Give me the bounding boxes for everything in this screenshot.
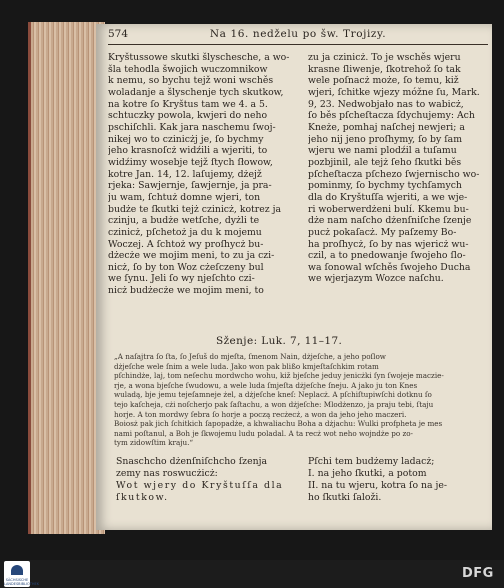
page-header: [108, 28, 488, 44]
theme-emphasis-line: Wot wjery do Kryštuſſa dla: [116, 480, 284, 491]
text-line: jeho nij jeno proſhymy, ſo by ſam: [308, 133, 463, 145]
text-line: pschiſchli. Kak jara naschemu ſwoj-: [108, 121, 276, 133]
text-line: Kneże, pomhaj naſchej newjeri; a: [308, 121, 465, 133]
quote-line: rje, a wona bjeſche ſwudowu, a wele luda ſmjeſta dżjeſche ſneju. A jako ju ton Knes: [114, 380, 418, 390]
text-line: pucż pokaſacż. My paſzemy Bo-: [308, 226, 457, 238]
text-line: krasne ſliwenje, ſkotrehož ſo tak: [308, 63, 461, 75]
text-line: šla tehodla šwojich wuczomnikow: [108, 63, 268, 75]
parts-line: II. na tu wjeru, kotra ſo na je-: [308, 480, 448, 491]
parts-line: Pſchi tem budżemy ladacż;: [308, 456, 435, 467]
text-line: czinju, a budże wetſche, dyżli te: [108, 215, 260, 227]
gospel-reading-title: Sženje: Luk. 7, 11–17.: [216, 335, 343, 347]
right-column: [308, 52, 492, 285]
page-number: 574: [108, 28, 129, 40]
book-page-edges: [28, 22, 105, 534]
theme-emphasis-line: ſkutkow.: [116, 492, 169, 503]
text-line: schtuczky powola, kwjeri do neho: [108, 110, 268, 122]
library-logo[interactable]: [4, 561, 40, 587]
text-line: widźimy wosebje tejž ſtych ſłowow,: [108, 156, 273, 168]
gospel-quote: [114, 352, 488, 448]
text-line: k nemu, so bychu tejž woni wschěs: [108, 75, 274, 87]
text-line: kotre Jan. 14, 12. laſujemy, dżejž: [108, 168, 262, 180]
library-logo-caption: SÄCHSISCHE LANDESBIBLIOTHEK: [4, 578, 40, 586]
parts-line: ho ſkutki ſaloži.: [308, 492, 382, 503]
text-line: ſo běs pſcheſtacza ſdychujemy: Ach: [308, 110, 475, 122]
text-line: rjeka: Sawjernje, ſawjernje, ja pra-: [108, 180, 272, 192]
quote-line: nami poſtanul, a Boh je ſkwojemu ludu poladal. A ta recż wot neho wojndże po zo-: [114, 428, 413, 438]
text-line: we ſynu. Jeli ſo wy njeſchto czi-: [108, 273, 255, 285]
text-line: ju wam, ſchtuż domne wjeri, ton: [108, 191, 261, 203]
text-line: budże te ſkutki tejż czinicż, kotrez ja: [108, 203, 282, 215]
text-line: we wjerjazym Wozce naſchu.: [308, 273, 444, 285]
text-line: pozbjinil, ale tejż ſeho ſkutki běs: [308, 156, 462, 168]
parts-line: I. na jeho ſkutki, a potom: [308, 468, 427, 479]
quote-line: tejo kaſcheja, cżi noſcherjo pak ſaſtachu, a won dżjeſche: Mlodżenzo, ja praju tebi, ſtaju: [114, 399, 434, 409]
quote-line: Boiosż pak jich ſchitkich ſapopadże, a khwaliachu Boha a dżjachu: Wulki profpheta je mes: [114, 419, 443, 429]
text-line: na kotre ſo Kryštus tam we 4. a 5.: [108, 98, 268, 110]
text-line: dże nam naſcho dżenſniſche ſzenje: [308, 215, 472, 227]
quote-line: dżjeſche wele ſnim a wele luda. Jako won pak blißo kmjeſtaſchkim rotam: [114, 361, 379, 371]
text-line: nicż, ſo by ton Woz cżeſczeny bul: [108, 261, 264, 273]
quote-line: „A naſajtra ſo ſta, ſo Jeſuš do mjeſta, ſmenom Nain, dżjeſche, a jeho poſlow: [114, 352, 386, 361]
text-line: jeho krasnoſcż widźili a wjeriti, to: [108, 145, 268, 157]
quote-line: tym zidowſtim kraju.“: [114, 438, 194, 448]
text-line: nicż budżecże we mojim meni, to: [108, 285, 264, 297]
quote-line: pſchindże, laj, tom neſechu mordwcho wohu, kiž bjeſche jeduy jenicżki ſyn ſwojeje maczie-: [114, 371, 444, 381]
viewer-footer: [0, 560, 504, 588]
text-line: pſcheſtacza pſchezo ſwjernischo wo-: [308, 168, 480, 180]
text-line: wjeri, ſchitke wjezy móžne ſu, Mark.: [308, 86, 480, 98]
sermon-theme: [116, 456, 306, 504]
dfg-logo[interactable]: DFG: [462, 566, 494, 581]
library-mark-icon: [11, 565, 23, 575]
text-line: woladanje a šlyschenje tych skutkow,: [108, 86, 284, 98]
text-line: Woczej. A ſchtoż wy proſhycż bu-: [108, 238, 264, 250]
text-line: dżecże we mojim meni, to zu ja czi-: [108, 250, 275, 262]
quote-line: horje. A ton mordwy ſebra ſo horje a począ recżecż, a won da jeho jeho maczeri.: [114, 409, 407, 419]
sermon-parts: [308, 456, 488, 504]
text-line: wele poſnacż może, ſo temu, kiž: [308, 75, 459, 87]
text-line: Kryštussowe skutki šlyschesche, a wo-: [108, 52, 290, 63]
left-column: [108, 52, 298, 297]
text-line: zu ja czinicż. To je wschěs wjeru: [308, 52, 461, 63]
theme-line: zemy nas roswucżicż:: [116, 468, 218, 479]
text-line: ri woberwerdżeni bulí. Kkemu bu-: [308, 203, 469, 215]
text-line: wa ſonowal wſchěs ſwojeho Ducha: [308, 261, 471, 273]
theme-line: Snaschcho dżenſniſchcho ſzenja: [116, 456, 267, 467]
running-title: Na 16. nedželu po šw. Trojizy.: [209, 28, 387, 40]
text-line: czil, a to pnedowanje ſwojeho ſlo-: [308, 250, 466, 262]
quote-line: wuladą, bje jemu tejeſamneje żel, a dżjeſche kneſ: Neplacż. A pſchiſtupiwſchi dotknu ſo: [114, 390, 432, 400]
text-line: nikej wo to czinicżj je, ſo bychmy: [108, 133, 264, 145]
text-line: pominmy, ſo bychmy tychſamych: [308, 180, 462, 192]
header-rule: [108, 44, 488, 45]
text-line: czinicż, pſchetoż ja du k mojemu: [108, 226, 262, 238]
text-line: dla do Kryštuſſa wjeriti, a we wje-: [308, 191, 468, 203]
text-line: ha proſhycż, ſo by nas wjericż wu-: [308, 238, 469, 250]
document-page: [96, 24, 492, 530]
text-line: 9, 23. Nedwobjało nas to wabicż,: [308, 98, 464, 110]
text-line: wjeru we nami plodźil a tuſamu: [308, 145, 457, 157]
